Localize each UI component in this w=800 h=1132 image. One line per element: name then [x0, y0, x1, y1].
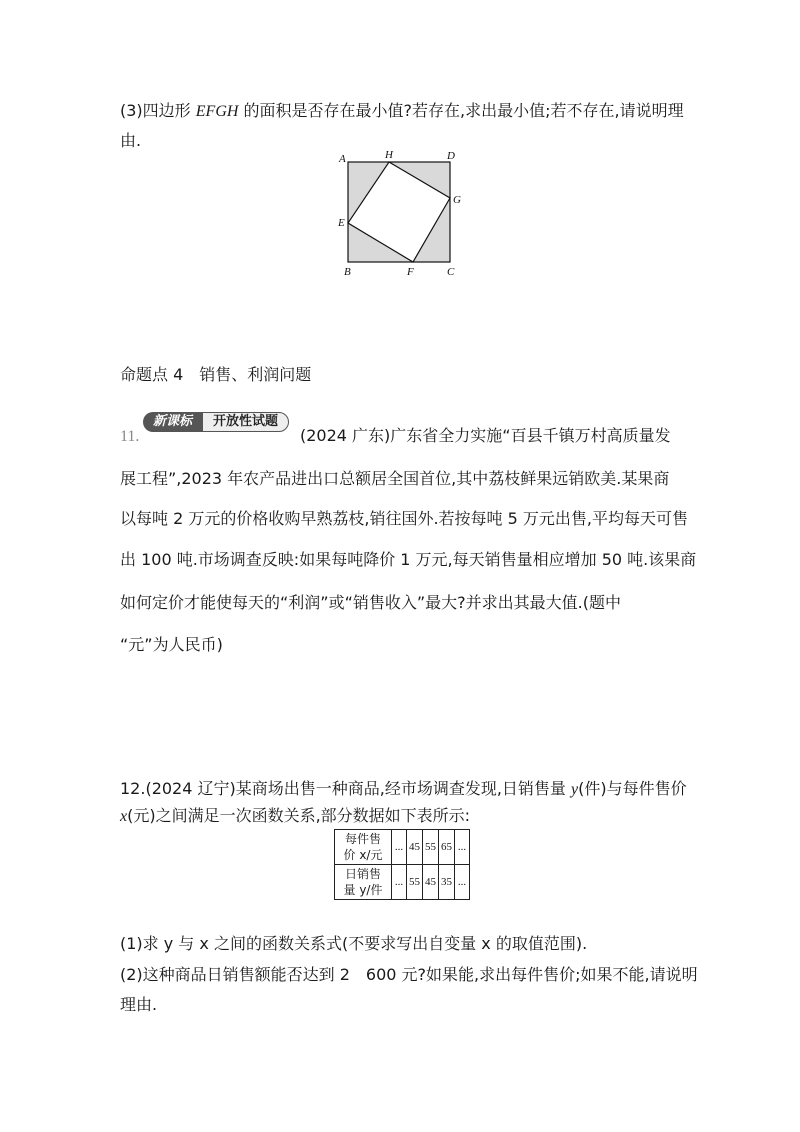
- q11-badge: [143, 412, 289, 432]
- q12-part1: (1)求 y 与 x 之间的函数关系式(不要求写出自变量 x 的取值范围).: [120, 934, 588, 953]
- q3-text-a: (3)四边形: [120, 101, 196, 120]
- table-cell: ...: [455, 830, 470, 865]
- table-cell: ...: [392, 830, 407, 865]
- q12-var-y: y: [571, 781, 579, 798]
- square-figure: [330, 145, 470, 280]
- q11-line5: 如何定价才能使每天的“利润”或“销售收入”最大?并求出其最大值.(题中: [120, 593, 621, 612]
- table-cell: 65: [439, 830, 455, 865]
- label-B: B: [344, 266, 351, 278]
- q11-number: 11.: [120, 428, 140, 445]
- section-title: 命题点 4 销售、利润问题: [120, 365, 312, 384]
- q11-line1: (2024 广东)广东省全力实施“百县千镇万村高质量发: [300, 426, 671, 445]
- table-cell: 55: [407, 865, 423, 900]
- table-cell: ...: [392, 865, 407, 900]
- q12-part2-line1: (2)这种商品日销售额能否达到 2 600 元?如果能,求出每件售价;如果不能,请说明: [120, 965, 698, 984]
- label-D: D: [447, 150, 455, 162]
- q3-text-c: 的面积是否存在最小值?若存在,求出最小值;若不存在,请说明理: [238, 101, 684, 120]
- data-table: [334, 829, 470, 900]
- table-row-sales: [335, 865, 470, 900]
- q12-text-c: (元)之间满足一次函数关系,部分数据如下表所示:: [127, 806, 471, 825]
- label-E: E: [338, 217, 345, 229]
- table-cell: 55: [423, 830, 439, 865]
- table-row-price: [335, 830, 470, 865]
- q12-line2: [120, 805, 470, 828]
- q12-var-x: x: [120, 808, 128, 825]
- label-G: G: [453, 194, 461, 206]
- label-H: H: [385, 149, 393, 161]
- q12-text-a: 12.(2024 辽宁)某商场出售一种商品,经市场调查发现,日销售量: [120, 779, 571, 798]
- q11-line6: “元”为人民币): [120, 635, 223, 654]
- q11-line3: 以每吨 2 万元的价格收购早熟荔枝,销往国外.若按每吨 5 万元出售,平均每天可售: [120, 509, 688, 528]
- price-header-a: 每件售: [344, 832, 381, 846]
- sales-header-a: 日销售: [344, 867, 381, 881]
- q12-part2-line2: 理由.: [120, 995, 158, 1014]
- price-header-b: 价 x/元: [343, 848, 383, 862]
- q12-text-b: (件)与每件售价: [578, 779, 687, 798]
- table-cell: 45: [423, 865, 439, 900]
- q12-line1: [120, 778, 687, 801]
- badge-new-standard: 新课标: [143, 412, 202, 432]
- sales-header-b: 量 y/件: [343, 883, 383, 897]
- price-header: [335, 830, 392, 865]
- q3-line1: [120, 100, 684, 123]
- table-cell: ...: [455, 865, 470, 900]
- sales-header: [335, 865, 392, 900]
- q3-quad-name: EFGH: [195, 103, 239, 120]
- q11-line4: 出 100 吨.市场调查反映:如果每吨降价 1 万元,每天销售量相应增加 50 吨.该果商: [120, 550, 697, 569]
- badge-open-question: 开放性试题: [202, 412, 289, 432]
- label-F: F: [407, 266, 414, 278]
- q11-line2: 展工程”,2023 年农产品进出口总额居全国首位,其中荔枝鲜果远销欧美.某果商: [120, 469, 670, 488]
- label-A: A: [339, 153, 346, 165]
- label-C: C: [447, 266, 455, 278]
- table-cell: 35: [439, 865, 455, 900]
- table-cell: 45: [407, 830, 423, 865]
- q3-line2: 由.: [120, 131, 142, 150]
